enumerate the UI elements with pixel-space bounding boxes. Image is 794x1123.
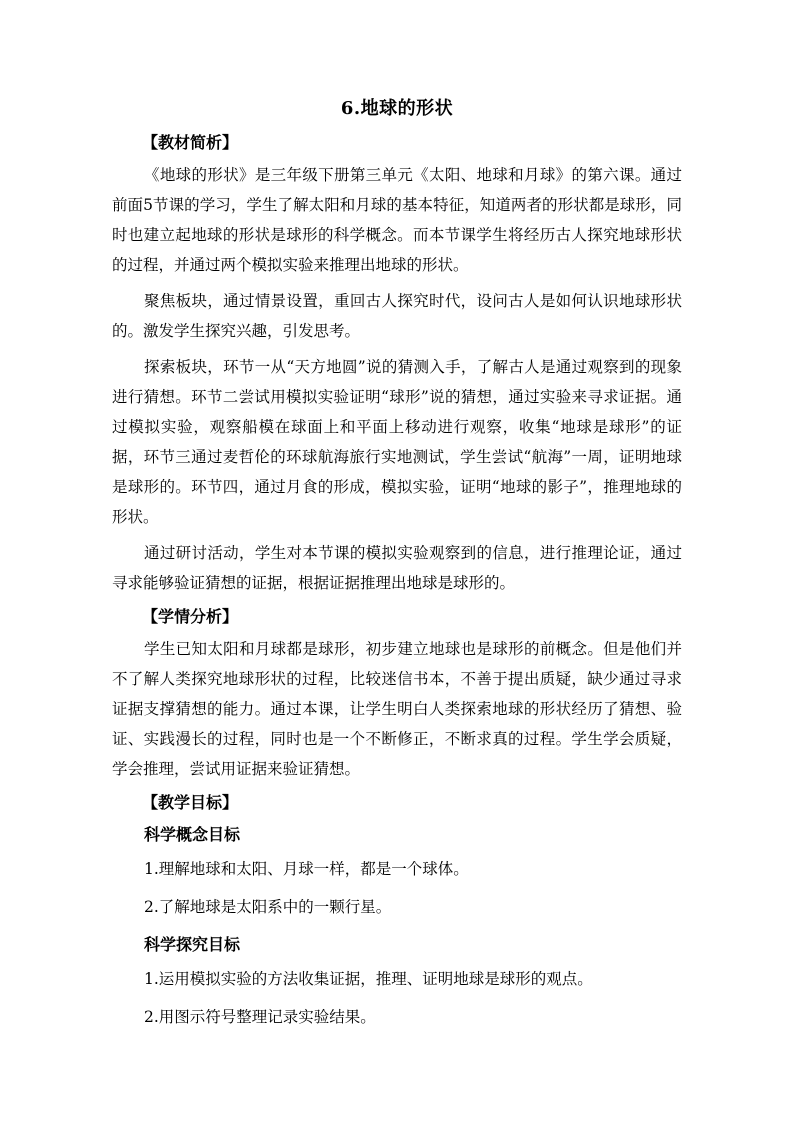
section-heading-material: 【教材简析】 <box>142 133 239 152</box>
list-item: 1.运用模拟实验的方法收集证据，推理、证明地球是球形的观点。 <box>144 970 593 988</box>
section-heading-goals: 【教学目标】 <box>142 793 239 812</box>
subheading-concept-goals: 科学概念目标 <box>144 825 241 844</box>
page-title: 6.地球的形状 <box>340 98 454 119</box>
section-goals <box>112 790 682 1030</box>
subheading-inquiry-goals: 科学探究目标 <box>144 935 241 954</box>
section-material <box>112 130 682 598</box>
paragraph: 聚焦板块，通过情景设置，重回古人探究时代，设问古人是如何认识地球形状的。激发学生探究兴趣，引发思考。 <box>112 292 682 340</box>
list-item: 1.理解地球和太阳、月球一样，都是一个球体。 <box>144 860 469 878</box>
list-item: 2.用图示符号整理记录实验结果。 <box>144 1008 376 1026</box>
section-heading-students: 【学情分析】 <box>142 607 239 626</box>
paragraph: 学生已知太阳和月球都是球形，初步建立地球也是球形的前概念。但是他们并不了解人类探究地球形状的过程，比较迷信书本，不善于提出质疑，缺少通过寻求证据支撑猜想的能力。通过本课，让学生明白人类探索地球的形状经历了猜想、验证、实践漫长的过程，同时也是一个不断修正，不断求真的过程。学生学会质疑，学会推理，尝试用证据来验证猜想。 <box>112 640 682 778</box>
paragraph: 《地球的形状》是三年级下册第三单元《太阳、地球和月球》的第六课。通过前面5节课的学习，学生了解太阳和月球的基本特征，知道两者的形状都是球形，同时也建立起地球的形状是球形的科学概念。而本节课学生将经历古人探究地球形状的过程，并通过两个模拟实验来推理出地球的形状。 <box>112 166 682 274</box>
paragraph: 探索板块，环节一从“天方地圆”说的猜测入手，了解古人是通过观察到的现象进行猜想。环节二尝试用模拟实验证明“球形”说的猜想，通过实验来寻求证据。通过模拟实验，观察船模在球面上和平面上移动进行观察，收集“地球是球形”的证据，环节三通过麦哲伦的环球航海旅行实地测试，学生尝试“航海”一周，证明地球是球形的。环节四，通过月食的形成，模拟实验，证明“地球的影子”，推理地球的形状。 <box>112 358 682 526</box>
section-students <box>112 604 682 784</box>
paragraph: 通过研讨活动，学生对本节课的模拟实验观察到的信息，进行推理论证，通过寻求能够验证猜想的证据，根据证据推理出地球是球形的。 <box>112 544 682 592</box>
list-item: 2.了解地球是太阳系中的一颗行星。 <box>144 898 392 916</box>
